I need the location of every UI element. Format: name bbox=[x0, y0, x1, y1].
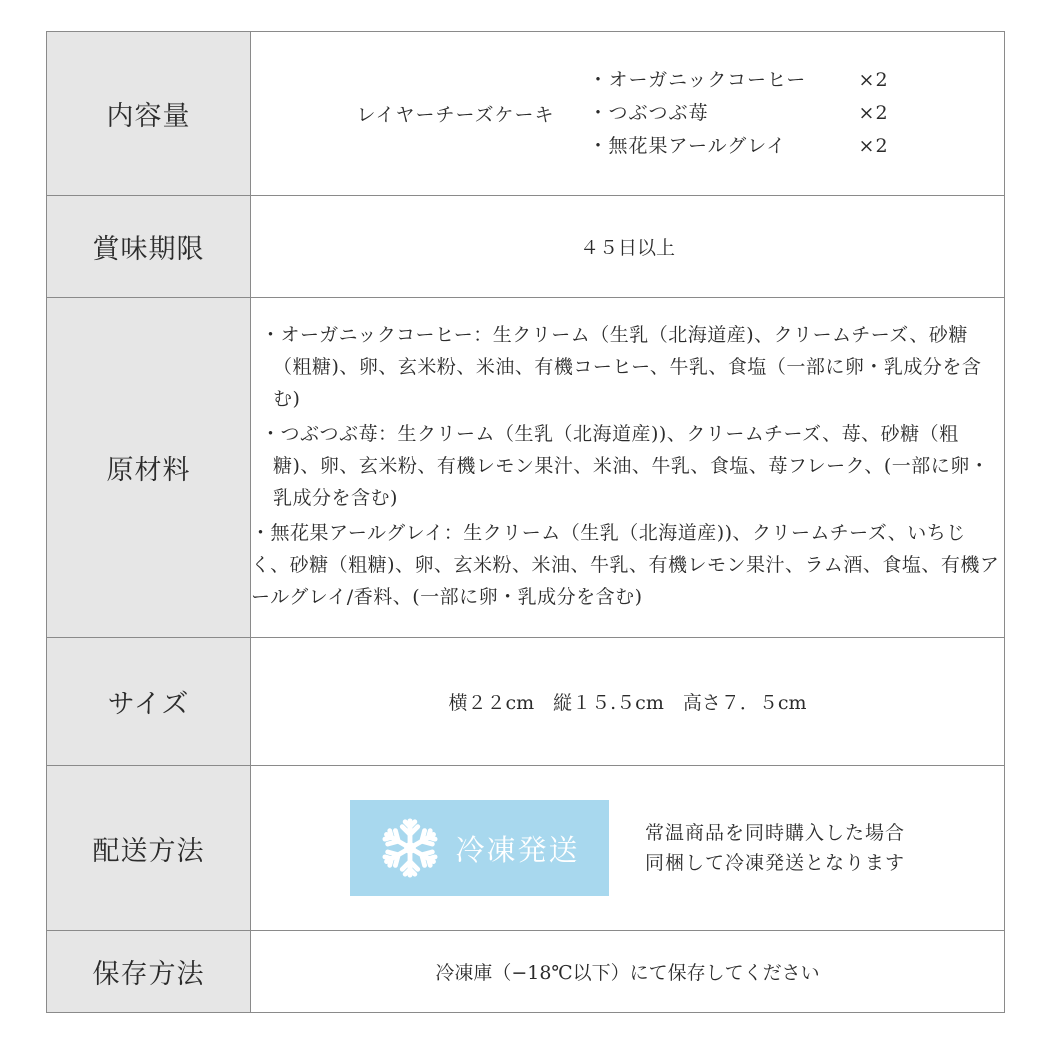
product-name: レイヤーチーズケーキ bbox=[356, 104, 555, 126]
variant-item bbox=[589, 97, 899, 130]
ingredient-item: ・オーガニックコーヒー：生クリーム（生乳（北海道産)、クリームチーズ、砂糖（粗糖)、卵、玄米粉、米油、有機コーヒー、牛乳、食塩（一部に卵・乳成分を含む) bbox=[261, 324, 982, 410]
shipping-note-line: 同梱して冷凍発送となります bbox=[644, 852, 905, 874]
ingredients-label: 原材料 bbox=[47, 298, 251, 638]
contents-value-cell bbox=[251, 32, 1005, 196]
shipping-wrap bbox=[251, 800, 1004, 896]
variant-list bbox=[589, 64, 899, 163]
frozen-shipping-badge bbox=[350, 800, 609, 896]
best-before-value: ４５日以上 bbox=[251, 196, 1005, 298]
shipping-label: 配送方法 bbox=[47, 766, 251, 931]
variant-item bbox=[589, 64, 899, 97]
size-label: サイズ bbox=[47, 638, 251, 766]
contents-wrap bbox=[251, 64, 1004, 163]
storage-row bbox=[47, 931, 1005, 1013]
size-row bbox=[47, 638, 1005, 766]
snowflake-icon bbox=[379, 817, 441, 879]
ingredient-item: ・つぶつぶ苺：生クリーム（生乳（北海道産))、クリームチーズ、苺、砂糖（粗糖)、卵、玄米粉、有機レモン果汁、米油、牛乳、食塩、苺フレーク、(一部に卵・乳成分を含む) bbox=[261, 423, 990, 509]
variant-name: ・オーガニックコーヒー bbox=[588, 69, 807, 91]
contents-label: 内容量 bbox=[47, 32, 251, 196]
best-before-row bbox=[47, 196, 1005, 298]
variant-qty: ×2 bbox=[858, 102, 889, 124]
shipping-row bbox=[47, 766, 1005, 931]
contents-row bbox=[47, 32, 1005, 196]
variant-qty: ×2 bbox=[858, 135, 889, 157]
variant-item bbox=[589, 130, 899, 163]
product-spec-table bbox=[46, 31, 1005, 1013]
shipping-note-line: 常温商品を同時購入した場合 bbox=[644, 822, 905, 844]
variant-qty: ×2 bbox=[858, 69, 889, 91]
size-value: 横２２cm 縦１５.５cm 高さ７．５cm bbox=[251, 638, 1005, 766]
storage-label: 保存方法 bbox=[47, 931, 251, 1013]
storage-value: 冷凍庫（−18℃以下）にて保存してください bbox=[251, 931, 1005, 1013]
ingredients-row bbox=[47, 298, 1005, 638]
variant-name: ・無花果アールグレイ bbox=[588, 135, 787, 157]
variant-name: ・つぶつぶ苺 bbox=[588, 102, 709, 124]
shipping-value-cell bbox=[251, 766, 1005, 931]
ingredient-item: ・無花果アールグレイ：生クリーム（生乳（北海道産))、クリームチーズ、いちじく、砂糖（粗糖)、卵、玄米粉、米油、牛乳、有機レモン果汁、ラム酒、食塩、有機アールグレイ/香料、(一部に卵・乳成分を含む) bbox=[251, 522, 1000, 608]
shipping-note bbox=[645, 818, 905, 878]
ingredients-value-cell bbox=[251, 298, 1005, 638]
frozen-badge-text: 冷凍発送 bbox=[455, 832, 580, 867]
best-before-label: 賞味期限 bbox=[47, 196, 251, 298]
